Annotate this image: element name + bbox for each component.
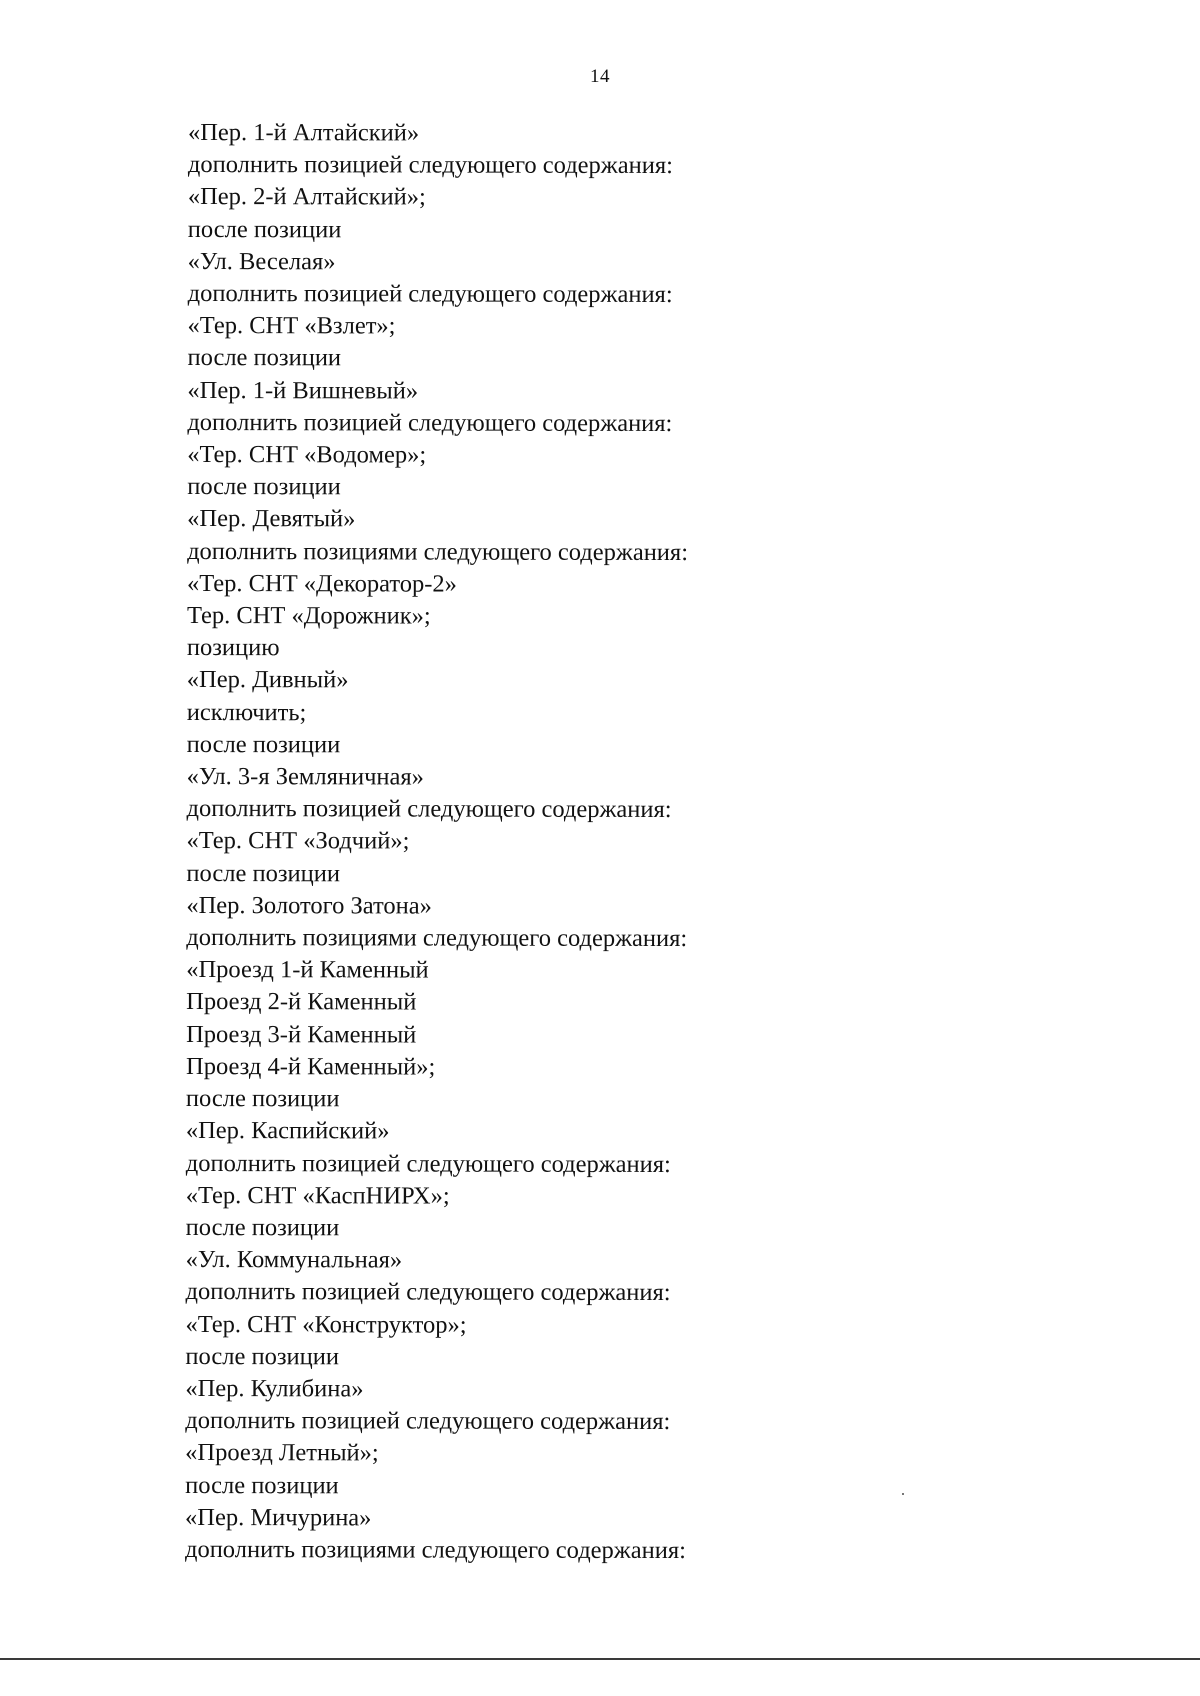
- text-line: «Пер. Дивный»: [186, 666, 349, 694]
- text-line: дополнить позицией следующего содержания:: [186, 795, 672, 824]
- text-line: «Ул. 3-я Земляничная»: [186, 763, 424, 791]
- text-line: дополнить позициями следующего содержания:: [186, 924, 688, 953]
- text-line: «Ул. Коммунальная»: [185, 1246, 403, 1274]
- text-line: «Пер. Кулибина»: [185, 1374, 364, 1403]
- text-line: дополнить позицией следующего содержания:: [187, 408, 673, 437]
- text-line: Тер. СНТ «Дорожник»;: [186, 602, 431, 630]
- text-line: позицию: [186, 634, 280, 662]
- text-line: после позиции: [186, 859, 341, 887]
- text-line: Проезд 3-й Каменный: [186, 1020, 417, 1049]
- text-line: «Проезд 1-й Каменный: [186, 956, 429, 984]
- text-line: «Пер. 1-й Вишневый»: [187, 376, 419, 405]
- text-line: после позиции: [187, 473, 341, 501]
- page-number: 14: [590, 66, 610, 87]
- text-line: после позиции: [186, 730, 341, 759]
- text-line: «Пер. Каспийский»: [185, 1117, 390, 1145]
- text-line: после позиции: [187, 344, 342, 372]
- text-line: после позиции: [185, 1471, 339, 1499]
- scan-speck: [902, 1493, 904, 1495]
- text-line: «Тер. СНТ «Декоратор-2»: [186, 569, 457, 598]
- text-line: дополнить позициями следующего содержания:: [184, 1535, 686, 1564]
- text-line: дополнить позицией следующего содержания:: [187, 151, 673, 180]
- bottom-rule: [0, 1658, 1200, 1660]
- text-line: «Тер. СНТ «Зодчий»;: [186, 827, 410, 855]
- text-line: дополнить позицией следующего содержания:: [185, 1407, 671, 1436]
- text-line: «Проезд Летный»;: [185, 1439, 379, 1467]
- text-line: после позиции: [185, 1342, 339, 1371]
- text-line: Проезд 2-й Каменный: [186, 988, 417, 1016]
- text-line: исключить;: [186, 698, 307, 726]
- text-line: после позиции: [185, 1085, 340, 1113]
- text-line: «Пер. Девятый»: [187, 505, 356, 533]
- text-line: «Пер. 2-й Алтайский»;: [187, 183, 426, 211]
- text-line: Проезд 4-й Каменный»;: [185, 1052, 436, 1081]
- document-body: [185, 117, 1088, 1568]
- text-line: дополнить позициями следующего содержания:: [187, 537, 689, 566]
- text-line: дополнить позицией следующего содержания:: [185, 1149, 671, 1178]
- text-line: после позиции: [185, 1213, 340, 1242]
- text-line: «Тер. СНТ «Взлет»;: [187, 312, 396, 340]
- text-line: «Тер. СНТ «Конструктор»;: [185, 1310, 467, 1339]
- text-line: дополнить позицией следующего содержания:: [187, 280, 673, 309]
- text-line: «Тер. СНТ «КаспНИРХ»;: [185, 1181, 450, 1210]
- text-line: «Пер. 1-й Алтайский»: [187, 118, 420, 147]
- text-line: дополнить позицией следующего содержания:: [185, 1278, 671, 1307]
- text-line: «Ул. Веселая»: [187, 247, 336, 276]
- text-line: «Тер. СНТ «Водомер»;: [187, 441, 427, 469]
- text-line: после позиции: [187, 215, 342, 243]
- text-line: «Пер. Мичурина»: [185, 1503, 372, 1532]
- text-line: «Пер. Золотого Затона»: [186, 891, 432, 920]
